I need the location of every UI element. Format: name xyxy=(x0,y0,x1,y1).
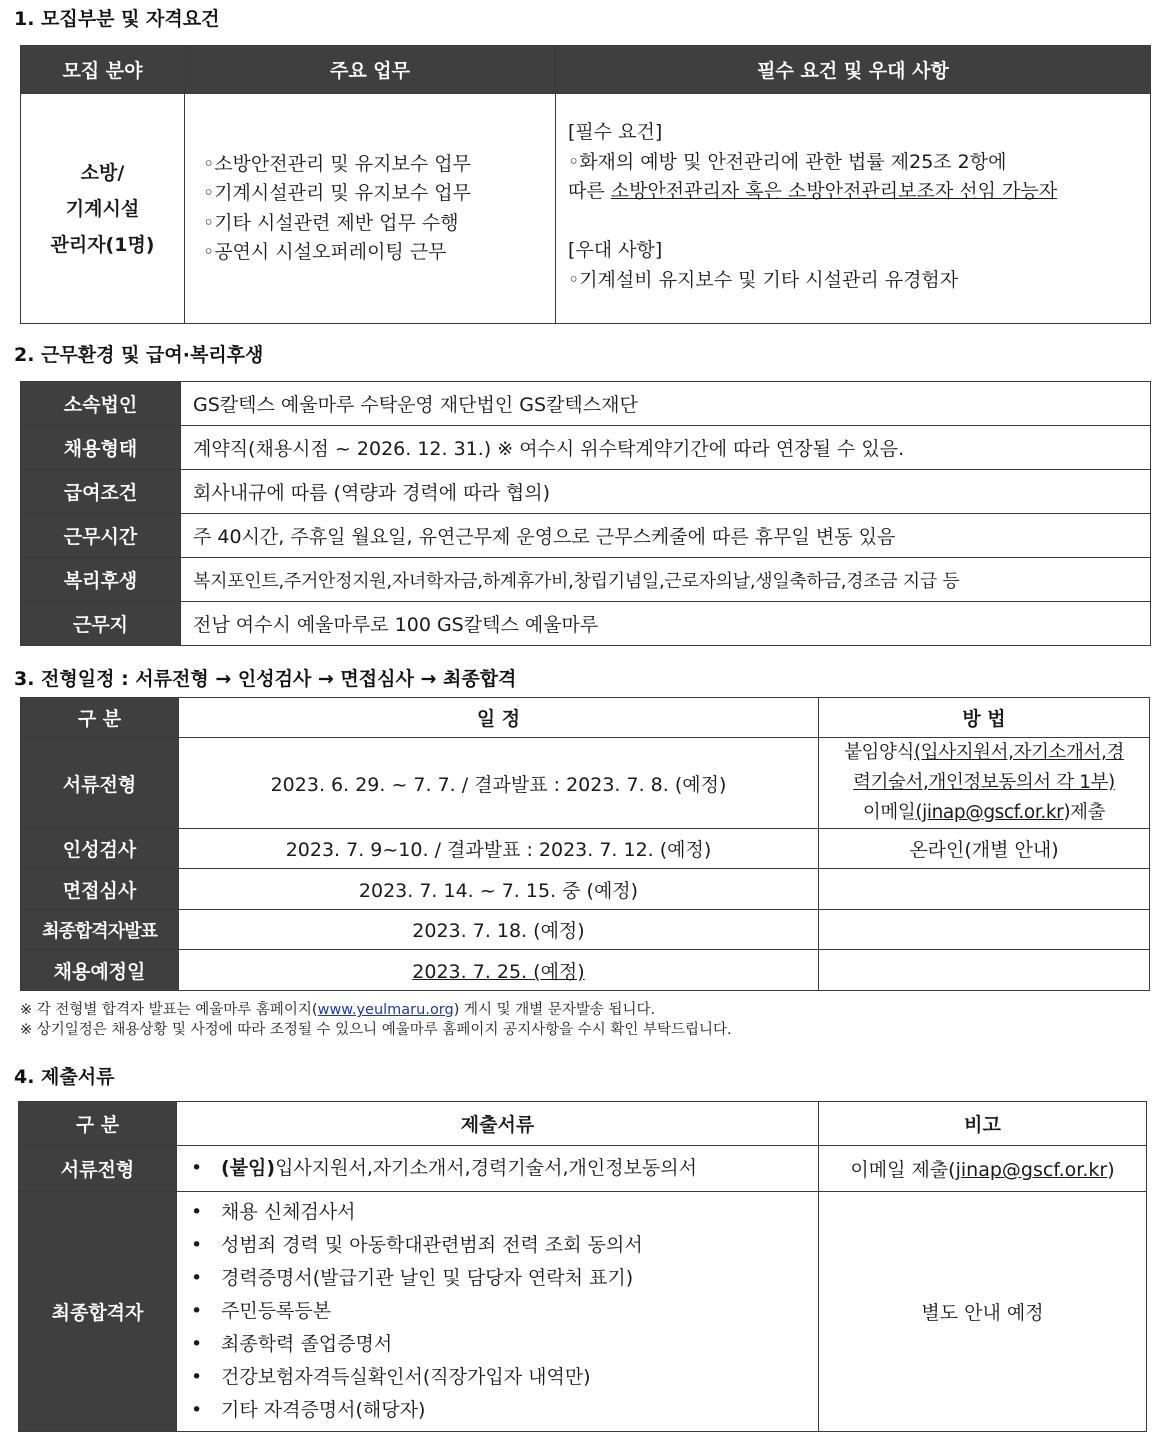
note-schedule-change: ※ 상기일정은 채용상황 및 사정에 따라 조정될 수 있으니 예울마루 홈페이지 공지사항을 수시 확인 부탁드립니다. xyxy=(20,1022,732,1038)
value-benefits: 복지포인트,주거안정지원,자녀학자금,하계휴가비,창립기념일,근로자의날,생일축하금,경조금 지급 등 xyxy=(181,558,1151,602)
label-salary: 급여조건 xyxy=(21,470,181,514)
schedule-document-screening: 2023. 6. 29. ~ 7. 7. / 결과발표 : 2023. 7. 8. (예정) xyxy=(179,738,819,829)
schedule-personality-test: 2023. 7. 9~10. / 결과발표 : 2023. 7. 12. (예정) xyxy=(179,829,819,869)
requirements: [필수 요건] ◦화재의 예방 및 안전관리에 관한 법률 제25조 2항에 따른 소방안전관리자 혹은 소방안전관리보조자 선임 가능자 [우대 사항] ◦기계설비 유지보수 및 기타 시설관리 유경험자 xyxy=(556,94,1151,324)
header-documents: 제출서류 xyxy=(177,1102,819,1146)
label-working-hours: 근무시간 xyxy=(21,514,181,558)
documents-final-list xyxy=(177,1192,819,1432)
row-personality-test: 인성검사 xyxy=(21,829,179,869)
list-item: • 성범죄 경력 및 아동학대관련범죄 전력 조회 동의서 xyxy=(191,1229,818,1262)
value-salary: 회사내규에 따름 (역량과 경력에 따라 협의) xyxy=(181,470,1151,514)
header-method: 방 법 xyxy=(819,698,1150,738)
field-name: 소방/ 기계시설 관리자(1명) xyxy=(21,94,185,324)
work-conditions-table xyxy=(20,381,1151,646)
label-employment-type: 채용형태 xyxy=(21,426,181,470)
header-duties: 주요 업무 xyxy=(185,46,556,94)
method-personality-test: 온라인(개별 안내) xyxy=(819,829,1150,869)
row-document-screening-docs: 서류전형 xyxy=(19,1146,177,1192)
remarks-final: 별도 안내 예정 xyxy=(819,1192,1147,1432)
duties-list: ◦소방안전관리 및 유지보수 업무 ◦기계시설관리 및 유지보수 업무 ◦기타 시설관련 제반 업무 수행 ◦공연시 시설오퍼레이팅 근무 xyxy=(185,94,556,324)
row-start-date: 채용예정일 xyxy=(21,950,179,991)
row-final-passers: 최종합격자 xyxy=(19,1192,177,1432)
schedule-start-date: 2023. 7. 25. (예정) xyxy=(179,950,819,991)
list-item: • 기타 자격증명서(해당자) xyxy=(191,1394,818,1427)
method-final-announcement xyxy=(819,910,1150,950)
label-workplace: 근무지 xyxy=(21,602,181,646)
header-schedule: 일 정 xyxy=(179,698,819,738)
label-corporation: 소속법인 xyxy=(21,382,181,426)
header-category: 구 분 xyxy=(21,698,179,738)
email-link[interactable]: jinap@gscf.or.kr xyxy=(955,1159,1108,1181)
note-announcement: ※ 각 전형별 합격자 발표는 예울마루 홈페이지(www.yeulmaru.org) 게시 및 개별 문자발송 됩니다. xyxy=(20,1002,656,1018)
label-benefits: 복리후생 xyxy=(21,558,181,602)
section-2-title: 2. 근무환경 및 급여·복리후생 xyxy=(14,344,264,366)
value-working-hours: 주 40시간, 주휴일 월요일, 유연근무제 운영으로 근무스케줄에 따른 휴무일 변동 있음 xyxy=(181,514,1151,558)
row-document-screening: 서류전형 xyxy=(21,738,179,829)
section-1-title: 1. 모집부분 및 자격요건 xyxy=(14,8,220,30)
schedule-final-announcement: 2023. 7. 18. (예정) xyxy=(179,910,819,950)
list-item: • 최종학력 졸업증명서 xyxy=(191,1328,818,1361)
value-employment-type: 계약직(채용시점 ~ 2026. 12. 31.) ※ 여수시 위수탁계약기간에 따라 연장될 수 있음. xyxy=(181,426,1151,470)
header-remarks: 비고 xyxy=(819,1102,1147,1146)
row-final-announcement: 최종합격자발표 xyxy=(21,910,179,950)
value-corporation: GS칼텍스 예울마루 수탁운영 재단법인 GS칼텍스재단 xyxy=(181,382,1151,426)
header-field: 모집 분야 xyxy=(21,46,185,94)
value-workplace: 전남 여수시 예울마루로 100 GS칼텍스 예울마루 xyxy=(181,602,1151,646)
method-start-date xyxy=(819,950,1150,991)
list-item: • 경력증명서(발급기관 날인 및 담당자 연락처 표기) xyxy=(191,1262,818,1295)
section-3-title: 3. 전형일정 : 서류전형 → 인성검사 → 면접심사 → 최종합격 xyxy=(14,668,517,690)
documents-screening: • (붙임)입사지원서,자기소개서,경력기술서,개인정보동의서 xyxy=(177,1146,819,1192)
documents-table xyxy=(18,1101,1147,1432)
method-interview xyxy=(819,869,1150,910)
header-requirements: 필수 요건 및 우대 사항 xyxy=(556,46,1151,94)
recruitment-field-table xyxy=(20,45,1151,324)
homepage-link[interactable]: www.yeulmaru.org xyxy=(317,1002,454,1018)
list-item: • 건강보험자격득실확인서(직장가입자 내역만) xyxy=(191,1361,818,1394)
list-item: • 주민등록등본 xyxy=(191,1295,818,1328)
remarks-screening: 이메일 제출(jinap@gscf.or.kr) xyxy=(819,1146,1147,1192)
schedule-interview: 2023. 7. 14. ~ 7. 15. 중 (예정) xyxy=(179,869,819,910)
method-document-screening: 붙임양식(입사지원서,자기소개서,경 력기술서,개인정보동의서 각 1부) 이메일(jinap@gscf.or.kr)제출 xyxy=(819,738,1150,829)
header-category-docs: 구 분 xyxy=(19,1102,177,1146)
row-interview: 면접심사 xyxy=(21,869,179,910)
section-4-title: 4. 제출서류 xyxy=(14,1066,115,1088)
schedule-table xyxy=(20,697,1150,991)
list-item: • 채용 신체검사서 xyxy=(191,1196,818,1229)
